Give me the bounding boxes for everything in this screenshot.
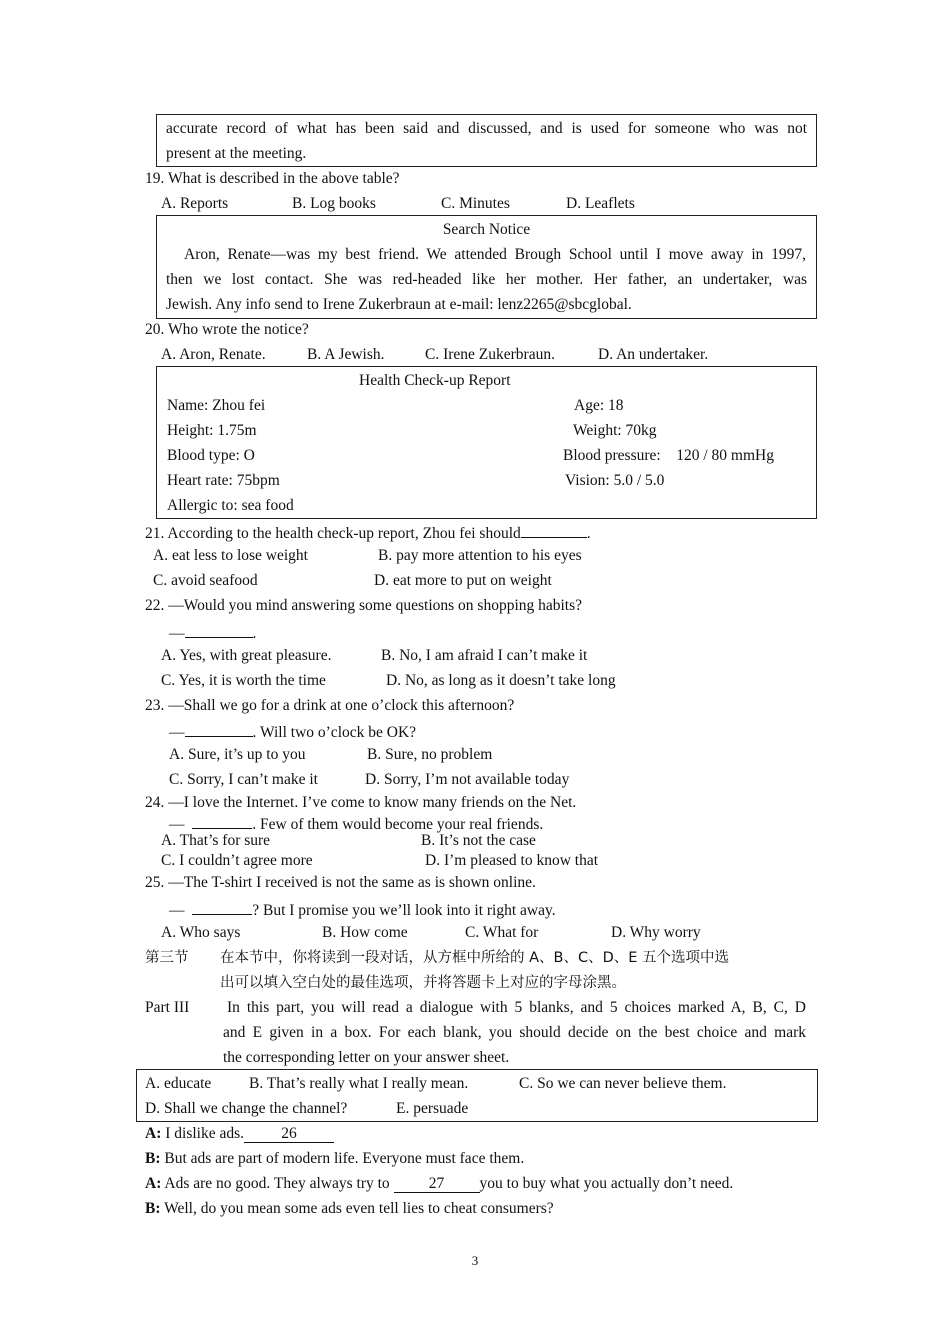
reply-text: ? But I promise you we’ll look into it right away.	[252, 902, 556, 919]
question-22-option: A. Yes, with great pleasure.	[161, 647, 332, 664]
search-notice-line: Aron, Renate—was my best friend. We attended Brough School until I move away in 1997,	[184, 246, 806, 263]
section-3-instructions: 出可以填入空白处的最佳选项，并将答题卡上对应的字母涂黑。	[220, 975, 626, 991]
health-blood-pressure: Blood pressure: 120 / 80 mmHg	[563, 447, 774, 464]
period: .	[252, 625, 257, 642]
health-weight: Weight: 70kg	[573, 422, 657, 439]
question-23-option: A. Sure, it’s up to you	[169, 746, 306, 763]
choice-option: E. persuade	[396, 1100, 469, 1117]
question-20-option: B. A Jewish.	[307, 346, 385, 363]
health-age: Age: 18	[574, 397, 624, 414]
dash: —	[169, 816, 185, 833]
question-22-option: D. No, as long as it doesn’t take long	[386, 672, 616, 689]
question-19-option: B. Log books	[292, 195, 376, 212]
speaker-label: A:	[145, 1125, 162, 1142]
health-report-title: Health Check-up Report	[359, 372, 511, 389]
question-20-option: A. Aron, Renate.	[161, 346, 266, 363]
question-25-stem: 25. —The T-shirt I received is not the same as is shown online.	[145, 874, 536, 891]
dialogue-line	[145, 1149, 524, 1169]
question-24-option: B. It’s not the case	[421, 832, 536, 849]
question-23-option: C. Sorry, I can’t make it	[169, 771, 318, 788]
answer-blank[interactable]	[185, 720, 253, 737]
question-24-option: C. I couldn’t agree more	[161, 852, 313, 869]
question-24-option: D. I’m pleased to know that	[425, 852, 599, 869]
question-22-stem: 22. —Would you mind answering some questions on shopping habits?	[145, 597, 583, 614]
health-height: Height: 1.75m	[167, 422, 257, 439]
part-3-instructions: the corresponding letter on your answer sheet.	[223, 1049, 510, 1066]
part-3-label: Part III	[145, 999, 190, 1016]
page-number: 3	[471, 1253, 479, 1268]
question-21-stem: 21. According to the health check-up report, Zhou fei should	[145, 525, 521, 542]
speaker-label: B:	[145, 1200, 161, 1217]
choice-option: B. That’s really what I really mean.	[249, 1075, 469, 1092]
answer-blank-26[interactable]: 26	[244, 1125, 334, 1143]
choice-option: D. Shall we change the channel?	[145, 1100, 348, 1117]
dialogue-line	[145, 1174, 733, 1194]
answer-blank[interactable]	[521, 521, 587, 538]
question-25-option: D. Why worry	[611, 924, 701, 941]
period: .	[586, 525, 591, 542]
health-name: Name: Zhou fei	[167, 397, 266, 414]
question-21-option: A. eat less to lose weight	[153, 547, 308, 564]
choice-option: A. educate	[145, 1075, 212, 1092]
answer-blank[interactable]	[185, 621, 253, 638]
question-19-option: A. Reports	[161, 195, 229, 212]
question-24-stem: 24. —I love the Internet. I’ve come to know many friends on the Net.	[145, 794, 577, 811]
question-21-option: C. avoid seafood	[153, 572, 258, 589]
search-notice-title: Search Notice	[442, 221, 531, 238]
question-23-option: B. Sure, no problem	[367, 746, 493, 763]
question-20-option: C. Irene Zukerbraun.	[425, 346, 555, 363]
question-20-stem: 20. Who wrote the notice?	[145, 321, 309, 338]
question-23-option: D. Sorry, I’m not available today	[365, 771, 570, 788]
dialogue-line	[145, 1124, 334, 1144]
question-23-stem: 23. —Shall we go for a drink at one o’clock this afternoon?	[145, 697, 515, 714]
question-21-stem-row	[145, 521, 591, 544]
dialogue-text: Ads are no good. They always try to	[161, 1175, 394, 1192]
question-20-option: D. An undertaker.	[598, 346, 709, 363]
health-heart-rate: Heart rate: 75bpm	[167, 472, 280, 489]
health-blood-type: Blood type: O	[167, 447, 255, 464]
answer-blank[interactable]	[192, 898, 252, 915]
speaker-label: A:	[145, 1175, 162, 1192]
dash: —	[169, 625, 185, 642]
dialogue-text: you to buy what you actually don’t need.	[479, 1175, 734, 1192]
question-25-option: C. What for	[465, 924, 539, 941]
answer-blank-27[interactable]: 27	[394, 1175, 480, 1193]
answer-blank[interactable]	[192, 812, 252, 829]
question-21-option: D. eat more to put on weight	[374, 572, 552, 589]
search-notice-line: then we lost contact. She was red-headed like her mother. Her father, an undertaker, was	[166, 271, 807, 288]
dialogue-text: Well, do you mean some ads even tell lies to cheat consumers?	[160, 1200, 554, 1217]
box-record-line: present at the meeting.	[166, 145, 307, 162]
question-25-option: A. Who says	[161, 924, 241, 941]
question-24-option: A. That’s for sure	[161, 832, 271, 849]
dialogue-text: But ads are part of modern life. Everyone must face them.	[160, 1150, 525, 1167]
question-19-option: C. Minutes	[441, 195, 510, 212]
question-22-option: B. No, I am afraid I can’t make it	[381, 647, 588, 664]
choice-option: C. So we can never believe them.	[519, 1075, 727, 1092]
question-19-option: D. Leaflets	[566, 195, 635, 212]
health-allergic: Allergic to: sea food	[167, 497, 294, 514]
dialogue-line	[145, 1199, 554, 1219]
speaker-label: B:	[145, 1150, 161, 1167]
search-notice-line: Jewish. Any info send to Irene Zukerbraun at e-mail: lenz2265@sbcglobal.	[166, 296, 632, 313]
part-3-instructions: In this part, you will read a dialogue with 5 blanks, and 5 choices marked A, B, C, D	[227, 999, 806, 1016]
question-23-reply	[169, 720, 416, 743]
question-25-reply	[169, 898, 556, 921]
part-3-instructions: and E given in a box. For each blank, you should decide on the best choice and mark	[223, 1024, 806, 1041]
question-22-option: C. Yes, it is worth the time	[161, 672, 326, 689]
reply-text: . Will two o’clock be OK?	[252, 724, 417, 741]
box-record-line: accurate record of what has been said and discussed, and is used for someone who was not	[166, 120, 807, 137]
health-vision: Vision: 5.0 / 5.0	[565, 472, 665, 489]
section-3-instructions: 在本节中，你将读到一段对话，从方框中所给的 A、B、C、D、E 五个选项中选	[220, 950, 730, 966]
dialogue-text: I dislike ads.	[161, 1125, 245, 1142]
dash: —	[169, 902, 185, 919]
dash: —	[169, 724, 185, 741]
question-21-option: B. pay more attention to his eyes	[378, 547, 582, 564]
question-19-stem: 19. What is described in the above table?	[145, 170, 400, 187]
question-25-option: B. How come	[322, 924, 408, 941]
question-22-reply	[169, 621, 256, 644]
section-3-label: 第三节	[145, 950, 189, 966]
reply-text: . Few of them would become your real friends.	[252, 816, 544, 833]
